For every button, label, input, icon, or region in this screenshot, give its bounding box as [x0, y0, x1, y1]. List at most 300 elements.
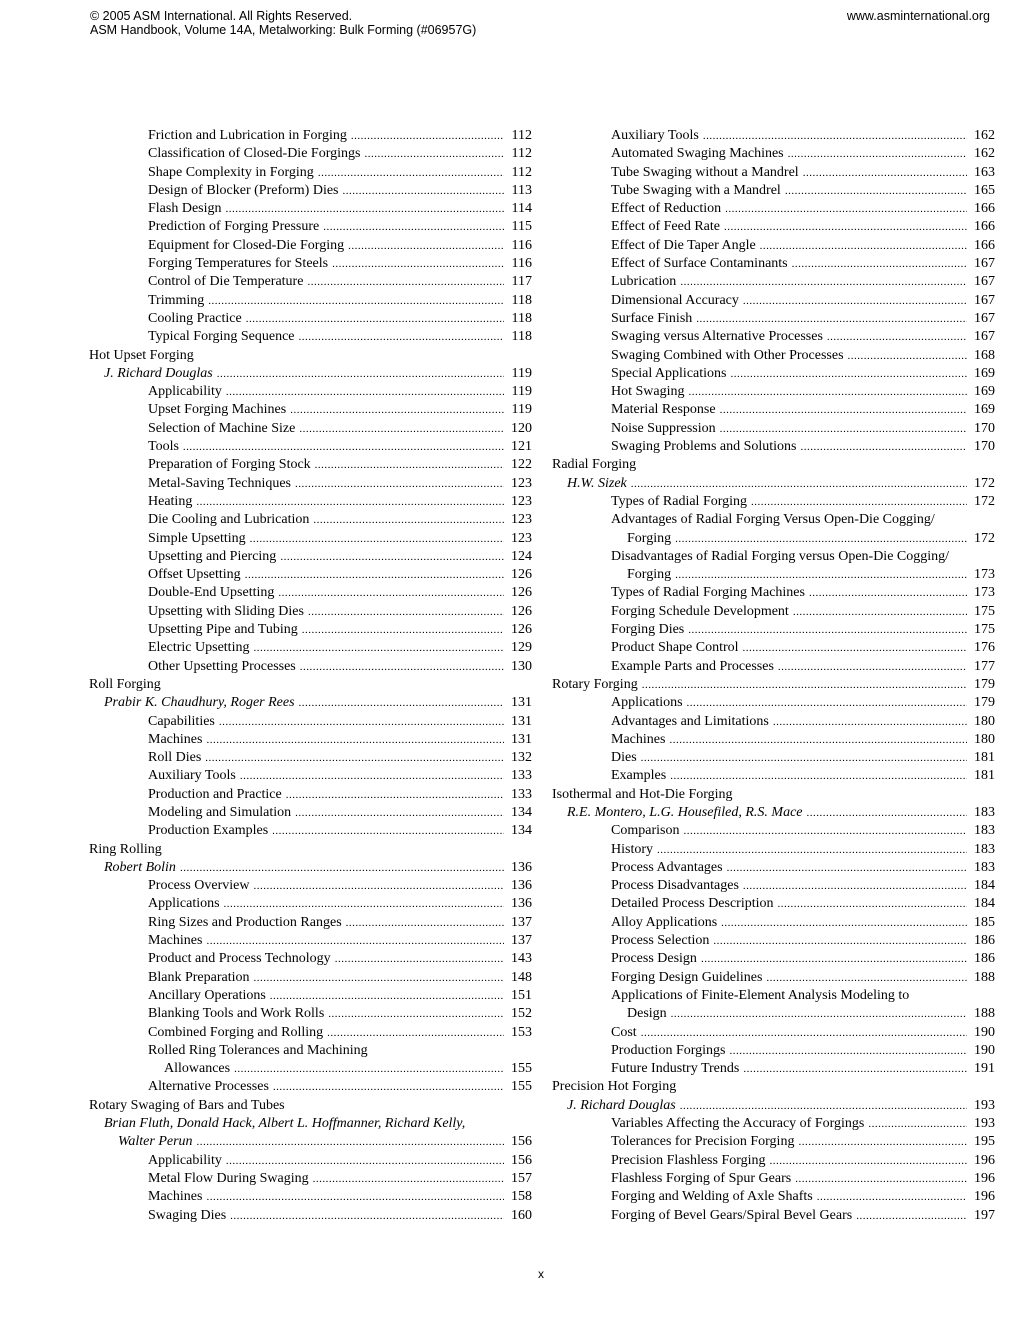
toc-entry[interactable] — [552, 1133, 995, 1151]
toc-page-number: 131 — [511, 731, 532, 747]
toc-page-number: 166 — [974, 219, 995, 235]
dot-leader — [205, 749, 504, 767]
toc-entry[interactable] — [89, 200, 532, 218]
toc-entry[interactable] — [89, 456, 532, 474]
toc-entry[interactable] — [89, 895, 532, 913]
toc-page-number: 180 — [974, 731, 995, 747]
toc-entry[interactable] — [89, 255, 532, 273]
toc-entry[interactable] — [552, 273, 995, 291]
toc-entry[interactable] — [89, 127, 532, 145]
toc-entry-title: Swaging versus Alternative Processes — [611, 329, 823, 345]
toc-page-number: 172 — [974, 493, 995, 509]
toc-entry[interactable] — [89, 950, 532, 968]
toc-entry[interactable] — [89, 767, 532, 785]
toc-page-number: 113 — [511, 182, 532, 198]
toc-entry-title: Rolled Ring Tolerances and Machining — [148, 1042, 368, 1058]
toc-entry[interactable] — [89, 438, 532, 456]
toc-page-number: 167 — [974, 310, 995, 326]
toc-entry-title: Electric Upsetting — [148, 640, 250, 656]
dot-leader — [226, 200, 505, 218]
toc-page-number: 132 — [511, 750, 532, 766]
toc-entry[interactable] — [89, 218, 532, 236]
toc-page-number: 152 — [511, 1006, 532, 1022]
toc-entry[interactable] — [89, 237, 532, 255]
toc-entry[interactable] — [89, 1152, 532, 1170]
toc-entry[interactable] — [552, 713, 995, 731]
toc-page-number: 170 — [974, 439, 995, 455]
toc-entry[interactable] — [552, 950, 995, 968]
toc-section-heading[interactable] — [89, 676, 532, 694]
toc-entry[interactable] — [552, 182, 995, 200]
dot-leader — [657, 841, 967, 859]
toc-entry[interactable] — [552, 548, 995, 566]
toc-left-column — [89, 127, 532, 1225]
toc-page-number: 137 — [511, 933, 532, 949]
toc-section-heading[interactable] — [552, 676, 995, 694]
dot-leader — [792, 255, 967, 273]
dot-leader — [246, 310, 504, 328]
toc-entry-title: Modeling and Simulation — [148, 804, 292, 820]
toc-entry[interactable] — [552, 895, 995, 913]
toc-entry-title: Noise Suppression — [611, 420, 716, 436]
dot-leader — [253, 639, 504, 657]
toc-entry-title: Applications of Finite-Element Analysis Modeling to — [611, 987, 910, 1003]
toc-entry-title: J. Richard Douglas — [567, 1097, 676, 1113]
toc-entry-title: Surface Finish — [611, 310, 693, 326]
toc-entry-title: Effect of Surface Contaminants — [611, 256, 788, 272]
toc-section-heading[interactable] — [89, 347, 532, 365]
toc-entry-title: Trimming — [148, 292, 205, 308]
toc-entry[interactable] — [89, 822, 532, 840]
toc-author-line[interactable] — [89, 1133, 532, 1151]
toc-page-number: 179 — [974, 695, 995, 711]
toc-entry[interactable] — [89, 475, 532, 493]
toc-right-column — [552, 127, 995, 1225]
toc-page-number: 133 — [511, 786, 532, 802]
toc-entry[interactable] — [89, 877, 532, 895]
toc-entry[interactable] — [552, 1005, 995, 1023]
toc-entry-title: Typical Forging Sequence — [148, 329, 295, 345]
dot-leader — [323, 218, 504, 236]
toc-entry-title: Applications — [611, 695, 683, 711]
dot-leader — [703, 127, 967, 145]
toc-entry[interactable] — [552, 603, 995, 621]
toc-section-heading[interactable] — [552, 1078, 995, 1096]
toc-page-number: 172 — [974, 475, 995, 491]
toc-entry[interactable] — [552, 1024, 995, 1042]
toc-entry-title: Auxiliary Tools — [611, 128, 699, 143]
toc-entry-title: R.E. Montero, L.G. Housefiled, R.S. Mace — [567, 804, 803, 820]
toc-entry[interactable] — [89, 932, 532, 950]
toc-entry-title: Material Response — [611, 402, 716, 418]
dot-leader — [348, 237, 504, 255]
toc-page-number: 168 — [974, 347, 995, 363]
toc-entry[interactable] — [552, 822, 995, 840]
toc-entry[interactable] — [89, 182, 532, 200]
toc-entry[interactable] — [89, 639, 532, 657]
toc-page-number: 134 — [511, 823, 532, 839]
toc-entry[interactable] — [552, 877, 995, 895]
toc-entry[interactable] — [552, 841, 995, 859]
toc-entry-title: Friction and Lubrication in Forging — [148, 128, 347, 143]
toc-entry[interactable] — [552, 1207, 995, 1225]
dot-leader — [313, 1170, 504, 1188]
toc-entry[interactable] — [552, 1115, 995, 1133]
toc-entry-title: Forging Design Guidelines — [611, 969, 763, 985]
toc-entry-title: Swaging Dies — [148, 1207, 227, 1223]
toc-entry[interactable] — [552, 694, 995, 712]
toc-entry[interactable] — [552, 164, 995, 182]
toc-entry[interactable] — [552, 859, 995, 877]
toc-page-number: 112 — [511, 128, 532, 143]
toc-entry[interactable] — [89, 1060, 532, 1078]
toc-entry-title: History — [611, 841, 653, 857]
dot-leader — [868, 1115, 967, 1133]
toc-section-heading[interactable] — [89, 1097, 532, 1115]
toc-entry-title: Types of Radial Forging Machines — [611, 585, 805, 601]
toc-entry[interactable] — [89, 273, 532, 291]
toc-page-number: 115 — [511, 219, 532, 235]
toc-entry[interactable] — [552, 749, 995, 767]
toc-page-number: 190 — [974, 1024, 995, 1040]
toc-section-heading[interactable] — [552, 786, 995, 804]
dot-leader — [675, 566, 967, 584]
toc-page-number: 156 — [511, 1134, 532, 1150]
dot-leader — [217, 365, 504, 383]
toc-entry[interactable] — [89, 804, 532, 822]
toc-entry[interactable] — [89, 621, 532, 639]
dot-leader — [300, 658, 504, 676]
toc-entry-title: Design — [627, 1006, 667, 1022]
toc-entry[interactable] — [89, 1207, 532, 1225]
toc-page-number: 119 — [511, 365, 532, 381]
toc-page-number: 157 — [511, 1170, 532, 1186]
toc-entry[interactable] — [89, 786, 532, 804]
dot-leader — [670, 767, 967, 785]
toc-entry[interactable] — [89, 566, 532, 584]
toc-entry-title: Classification of Closed-Die Forgings — [148, 146, 361, 162]
dot-leader — [318, 164, 504, 182]
toc-entry[interactable] — [89, 328, 532, 346]
toc-page-number: 116 — [511, 256, 532, 272]
toc-entry[interactable] — [89, 1170, 532, 1188]
toc-entry-title: Equipment for Closed-Die Forging — [148, 237, 345, 253]
dot-leader — [743, 292, 967, 310]
website-link[interactable]: www.asminternational.org — [846, 9, 990, 23]
toc-page-number: 158 — [511, 1189, 532, 1205]
toc-page-number: 160 — [511, 1207, 532, 1223]
toc-entry[interactable] — [89, 493, 532, 511]
toc-page-number: 186 — [974, 933, 995, 949]
toc-page-number: 155 — [511, 1061, 532, 1077]
toc-entry[interactable] — [552, 383, 995, 401]
toc-entry[interactable] — [552, 914, 995, 932]
toc-page-number: 193 — [974, 1116, 995, 1132]
dot-leader — [206, 1188, 504, 1206]
toc-entry[interactable] — [89, 1005, 532, 1023]
toc-entry-title: Automated Swaging Machines — [611, 146, 784, 162]
dot-leader — [778, 658, 967, 676]
toc-entry[interactable] — [552, 255, 995, 273]
toc-entry[interactable] — [552, 1152, 995, 1170]
toc-entry[interactable] — [552, 328, 995, 346]
toc-entry[interactable] — [89, 420, 532, 438]
dot-leader — [180, 859, 504, 877]
dot-leader — [332, 255, 504, 273]
toc-page-number: 112 — [511, 164, 532, 180]
toc-entry[interactable] — [552, 530, 995, 548]
toc-page-number: 118 — [511, 329, 532, 345]
toc-page-number: 186 — [974, 951, 995, 967]
dot-leader — [669, 731, 967, 749]
toc-entry[interactable] — [89, 584, 532, 602]
dot-leader — [770, 1152, 967, 1170]
toc-entry[interactable] — [89, 731, 532, 749]
toc-entry[interactable] — [552, 1170, 995, 1188]
toc-entry-title: Forging and Welding of Axle Shafts — [611, 1189, 813, 1205]
toc-page-number: 121 — [511, 439, 532, 455]
toc-entry[interactable] — [552, 584, 995, 602]
copyright-line: © 2005 ASM International. All Rights Reserved. — [90, 9, 353, 23]
toc-entry[interactable] — [552, 511, 995, 529]
toc-entry[interactable] — [89, 603, 532, 621]
toc-entry-title: Ring Rolling — [89, 841, 162, 857]
dot-leader — [856, 1207, 967, 1225]
toc-entry[interactable] — [552, 1042, 995, 1060]
toc-entry[interactable] — [552, 639, 995, 657]
toc-page-number: 175 — [974, 622, 995, 638]
toc-entry-title: Alternative Processes — [148, 1079, 269, 1095]
toc-entry-title: Roll Dies — [148, 750, 202, 766]
dot-leader — [729, 1042, 967, 1060]
toc-entry-title: Ring Sizes and Production Ranges — [148, 914, 342, 930]
toc-entry[interactable] — [552, 987, 995, 1005]
toc-entry[interactable] — [552, 658, 995, 676]
toc-entry-title: Machines — [611, 731, 666, 747]
dot-leader — [196, 493, 504, 511]
toc-page-number: 181 — [974, 750, 995, 766]
toc-entry[interactable] — [552, 365, 995, 383]
toc-entry-title: Process Overview — [148, 878, 250, 894]
toc-page-number: 118 — [511, 292, 532, 308]
toc-entry-title: Advantages of Radial Forging Versus Open-Die Cogging/ — [611, 512, 935, 528]
toc-author-line[interactable] — [89, 859, 532, 877]
toc-entry[interactable] — [552, 969, 995, 987]
toc-section-heading[interactable] — [89, 841, 532, 859]
toc-entry-title: Blank Preparation — [148, 969, 250, 985]
toc-entry-title: Precision Hot Forging — [552, 1079, 677, 1095]
toc-entry[interactable] — [552, 292, 995, 310]
toc-author-line[interactable] — [89, 1115, 532, 1133]
toc-entry[interactable] — [552, 310, 995, 328]
toc-entry-title: Swaging Problems and Solutions — [611, 439, 797, 455]
toc-entry[interactable] — [552, 347, 995, 365]
toc-page-number: 126 — [511, 585, 532, 601]
toc-author-line[interactable] — [552, 804, 995, 822]
toc-entry[interactable] — [89, 1042, 532, 1060]
toc-entry[interactable] — [89, 658, 532, 676]
toc-page-number: 153 — [511, 1024, 532, 1040]
toc-entry-title: Effect of Reduction — [611, 201, 722, 217]
toc-page-number: 185 — [974, 914, 995, 930]
toc-entry[interactable] — [552, 1188, 995, 1206]
toc-entry-title: Walter Perun — [118, 1134, 193, 1150]
dot-leader — [720, 420, 967, 438]
dot-leader — [226, 383, 504, 401]
toc-entry[interactable] — [552, 932, 995, 950]
toc-author-line[interactable] — [89, 694, 532, 712]
toc-entry-title: Disadvantages of Radial Forging versus Open-Die Cogging/ — [611, 548, 950, 564]
toc-author-line[interactable] — [552, 475, 995, 493]
toc-page-number: 117 — [511, 274, 532, 290]
dot-leader — [793, 603, 967, 621]
toc-page-number: 166 — [974, 201, 995, 217]
toc-entry-title: Die Cooling and Lubrication — [148, 512, 310, 528]
toc-entry[interactable] — [552, 438, 995, 456]
toc-entry-title: Tolerances for Precision Forging — [611, 1134, 795, 1150]
toc-page-number: 196 — [974, 1170, 995, 1186]
toc-entry[interactable] — [89, 383, 532, 401]
toc-entry[interactable] — [89, 914, 532, 932]
dot-leader — [680, 273, 967, 291]
toc-entry-title: Robert Bolin — [104, 859, 176, 875]
toc-page-number: 131 — [511, 713, 532, 729]
dot-leader — [848, 347, 967, 365]
toc-entry-title: Isothermal and Hot-Die Forging — [552, 786, 733, 802]
dot-leader — [219, 713, 504, 731]
dot-leader — [253, 877, 504, 895]
toc-page-number: 177 — [974, 658, 995, 674]
toc-entry[interactable] — [552, 127, 995, 145]
toc-entry-title: Process Disadvantages — [611, 878, 739, 894]
toc-entry[interactable] — [552, 621, 995, 639]
toc-page-number: 165 — [974, 182, 995, 198]
toc-entry[interactable] — [89, 310, 532, 328]
dot-leader — [234, 1060, 504, 1078]
toc-author-line[interactable] — [89, 365, 532, 383]
toc-page-number: 129 — [511, 640, 532, 656]
toc-entry-title: Upsetting Pipe and Tubing — [148, 622, 298, 638]
dot-leader — [773, 713, 967, 731]
dot-leader — [299, 328, 504, 346]
toc-entry-title: Brian Fluth, Donald Hack, Albert L. Hoffmanner, Richard Kelly, — [104, 1116, 466, 1132]
dot-leader — [689, 383, 968, 401]
toc-entry-title: Effect of Die Taper Angle — [611, 237, 756, 253]
toc-entry-title: Hot Swaging — [611, 384, 685, 400]
dot-leader — [328, 1005, 504, 1023]
dot-leader — [766, 969, 967, 987]
dot-leader — [642, 676, 967, 694]
toc-entry[interactable] — [552, 420, 995, 438]
toc-entry-title: Upsetting and Piercing — [148, 548, 277, 564]
dot-leader — [701, 950, 967, 968]
dot-leader — [675, 530, 967, 548]
toc-entry[interactable] — [89, 713, 532, 731]
toc-page-number: 151 — [511, 987, 532, 1003]
toc-page-number: 118 — [511, 310, 532, 326]
toc-entry[interactable] — [89, 1024, 532, 1042]
toc-page-number: 143 — [511, 951, 532, 967]
toc-page-number: 169 — [974, 402, 995, 418]
dot-leader — [253, 969, 504, 987]
dot-leader — [280, 548, 504, 566]
toc-entry-title: Metal-Saving Techniques — [148, 475, 292, 491]
toc-entry[interactable] — [89, 1078, 532, 1096]
toc-entry-title: Process Advantages — [611, 859, 723, 875]
toc-entry[interactable] — [552, 493, 995, 511]
toc-entry[interactable] — [89, 987, 532, 1005]
dot-leader — [230, 1207, 504, 1225]
toc-entry[interactable] — [552, 1060, 995, 1078]
toc-entry[interactable] — [89, 292, 532, 310]
dot-leader — [760, 237, 967, 255]
dot-leader — [721, 914, 967, 932]
toc-page-number: 183 — [974, 823, 995, 839]
dot-leader — [696, 310, 967, 328]
toc-entry-title: Upsetting with Sliding Dies — [148, 603, 304, 619]
toc-entry[interactable] — [552, 200, 995, 218]
toc-entry[interactable] — [552, 237, 995, 255]
toc-entry-title: Ancillary Operations — [148, 987, 266, 1003]
toc-entry-title: Detailed Process Description — [611, 896, 774, 912]
toc-entry-title: Hot Upset Forging — [89, 347, 194, 363]
toc-entry-title: Selection of Machine Size — [148, 420, 296, 436]
toc-section-heading[interactable] — [552, 456, 995, 474]
dot-leader — [299, 420, 504, 438]
toc-page-number: 119 — [511, 402, 532, 418]
toc-page-number: 196 — [974, 1189, 995, 1205]
dot-leader — [778, 895, 967, 913]
toc-entry[interactable] — [89, 164, 532, 182]
toc-page-number: 167 — [974, 256, 995, 272]
toc-entry-title: Tools — [148, 439, 179, 455]
toc-entry[interactable] — [552, 767, 995, 785]
toc-entry-title: Cost — [611, 1024, 637, 1040]
toc-entry-title: Preparation of Forging Stock — [148, 457, 311, 473]
toc-page-number: 162 — [974, 128, 995, 143]
toc-entry[interactable] — [89, 548, 532, 566]
toc-author-line[interactable] — [552, 1097, 995, 1115]
toc-entry[interactable] — [89, 530, 532, 548]
toc-entry[interactable] — [89, 969, 532, 987]
toc-entry-title: Product and Process Technology — [148, 951, 331, 967]
toc-entry-title: Simple Upsetting — [148, 530, 246, 546]
toc-entry-title: Machines — [148, 933, 203, 949]
dot-leader — [795, 1170, 967, 1188]
toc-entry[interactable] — [89, 749, 532, 767]
toc-page-number: 195 — [974, 1134, 995, 1150]
toc-entry[interactable] — [89, 401, 532, 419]
toc-page-number: 123 — [511, 475, 532, 491]
toc-entry[interactable] — [89, 1188, 532, 1206]
toc-entry[interactable] — [89, 511, 532, 529]
toc-entry[interactable] — [89, 145, 532, 163]
toc-entry-title: Control of Die Temperature — [148, 274, 304, 290]
toc-entry[interactable] — [552, 731, 995, 749]
toc-entry[interactable] — [552, 401, 995, 419]
toc-entry[interactable] — [552, 566, 995, 584]
toc-page-number: 184 — [974, 896, 995, 912]
dot-leader — [641, 1024, 967, 1042]
toc-page-number: 136 — [511, 878, 532, 894]
toc-page-number: 116 — [511, 237, 532, 253]
toc-entry-title: Future Industry Trends — [611, 1061, 740, 1077]
dot-leader — [197, 1133, 504, 1151]
dot-leader — [313, 511, 504, 529]
toc-page-number: 137 — [511, 914, 532, 930]
toc-entry[interactable] — [552, 145, 995, 163]
toc-entry[interactable] — [552, 218, 995, 236]
